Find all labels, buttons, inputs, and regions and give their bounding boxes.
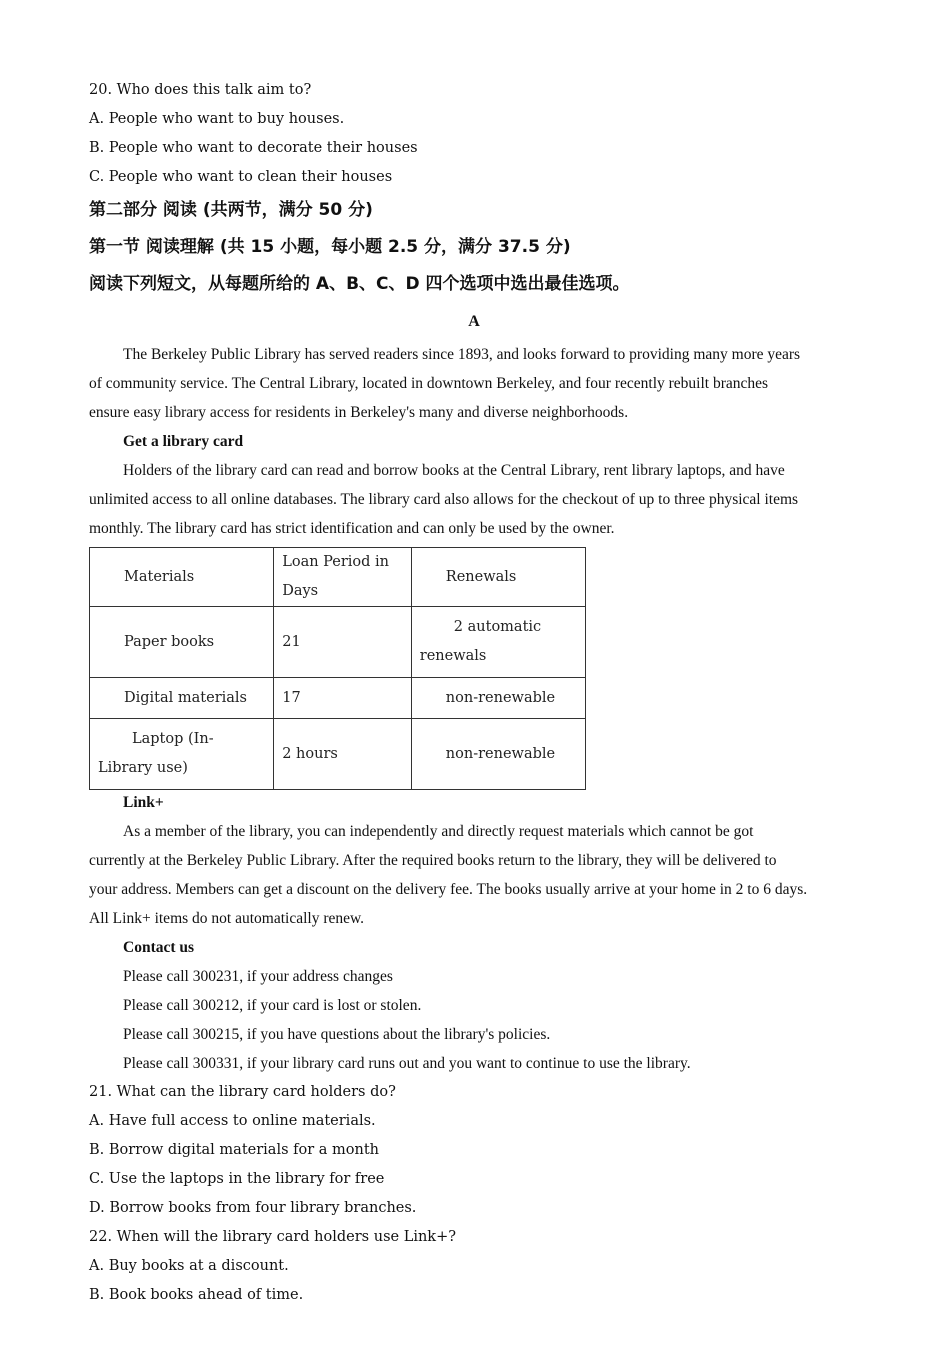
cell-material bbox=[90, 719, 274, 790]
link-line: As a member of the library, you can independently and directly request materials which cannot be got bbox=[123, 823, 754, 840]
option-d: D. Borrow books from four library branches. bbox=[89, 1200, 417, 1216]
option-a: A. Have full access to online materials. bbox=[89, 1113, 376, 1129]
table-row bbox=[90, 607, 586, 678]
renewal-line: renewals bbox=[419, 648, 487, 664]
cell-period: 21 bbox=[274, 607, 412, 678]
option-c: C. People who want to clean their houses bbox=[89, 169, 393, 185]
passage-title: A bbox=[468, 313, 480, 330]
cell-renewal: non-renewable bbox=[411, 719, 585, 790]
material-line: Library use) bbox=[98, 760, 188, 776]
contact-heading: Contact us bbox=[123, 939, 195, 956]
cell-material: Digital materials bbox=[90, 678, 274, 719]
card-line: unlimited access to all online databases. The library card also allows for the checkout of up to three physical items bbox=[89, 491, 799, 508]
question-stem: 21. What can the library card holders do? bbox=[89, 1084, 396, 1100]
intro-line: ensure easy library access for residents in Berkeley's many and diverse neighborhoods. bbox=[89, 404, 629, 421]
header-renewals: Renewals bbox=[411, 548, 585, 607]
card-paragraph bbox=[89, 456, 869, 543]
table-header-row bbox=[90, 548, 586, 607]
table-row bbox=[90, 678, 586, 719]
renewal-line: 2 automatic bbox=[453, 619, 542, 635]
link-paragraph bbox=[89, 817, 869, 933]
header-loan-period: Loan Period in Days bbox=[274, 548, 412, 607]
option-a: A. Buy books at a discount. bbox=[89, 1258, 289, 1274]
cell-renewal bbox=[411, 607, 585, 678]
question-22 bbox=[89, 1223, 869, 1310]
question-stem: 20. Who does this talk aim to? bbox=[89, 82, 312, 98]
link-heading: Link+ bbox=[123, 794, 164, 811]
cell-material: Paper books bbox=[90, 607, 274, 678]
question-21 bbox=[89, 1078, 869, 1223]
question-stem: 22. When will the library card holders use Link+? bbox=[89, 1229, 457, 1245]
intro-line: of community service. The Central Library, located in downtown Berkeley, and four recently rebuilt branches bbox=[89, 375, 769, 392]
link-line: currently at the Berkeley Public Library. After the required books return to the library, they will be delivered to bbox=[89, 852, 777, 869]
contact-list bbox=[89, 962, 869, 1078]
link-line: your address. Members can get a discount on the delivery fee. The books usually arrive at your home in 2 to 6 days. bbox=[89, 881, 808, 898]
header-materials: Materials bbox=[90, 548, 274, 607]
contact-item: Please call 300212, if your card is lost or stolen. bbox=[123, 997, 422, 1014]
section-headings bbox=[89, 192, 869, 303]
contact-item: Please call 300215, if you have questions about the library's policies. bbox=[123, 1026, 551, 1043]
contact-item: Please call 300331, if your library card runs out and you want to continue to use the library. bbox=[123, 1055, 691, 1072]
question-20 bbox=[89, 76, 869, 192]
table-row bbox=[90, 719, 586, 790]
contact-item: Please call 300231, if your address changes bbox=[123, 968, 393, 985]
option-b: B. Book books ahead of time. bbox=[89, 1287, 304, 1303]
document-page bbox=[89, 76, 869, 1310]
option-b: B. Borrow digital materials for a month bbox=[89, 1142, 380, 1158]
intro-line: The Berkeley Public Library has served readers since 1893, and looks forward to providing many more years bbox=[123, 346, 801, 363]
option-c: C. Use the laptops in the library for free bbox=[89, 1171, 385, 1187]
part-heading: 第二部分 阅读 (共两节，满分 50 分) bbox=[89, 200, 373, 220]
passage-intro bbox=[89, 340, 869, 427]
cell-period: 2 hours bbox=[274, 719, 412, 790]
loan-table bbox=[89, 547, 586, 790]
option-b: B. People who want to decorate their houses bbox=[89, 140, 418, 156]
cell-renewal: non-renewable bbox=[411, 678, 585, 719]
material-line: Laptop (In- bbox=[132, 731, 214, 747]
cell-period: 17 bbox=[274, 678, 412, 719]
instruction-heading: 阅读下列短文，从每题所给的 A、B、C、D 四个选项中选出最佳选项。 bbox=[89, 274, 630, 294]
card-line: monthly. The library card has strict identification and can only be used by the owner. bbox=[89, 520, 615, 537]
option-a: A. People who want to buy houses. bbox=[89, 111, 345, 127]
card-line: Holders of the library card can read and borrow books at the Central Library, rent library laptops, and have bbox=[123, 462, 785, 479]
card-heading: Get a library card bbox=[123, 433, 244, 450]
link-line: All Link+ items do not automatically renew. bbox=[89, 910, 365, 927]
section-heading: 第一节 阅读理解 (共 15 小题，每小题 2.5 分，满分 37.5 分) bbox=[89, 237, 571, 257]
